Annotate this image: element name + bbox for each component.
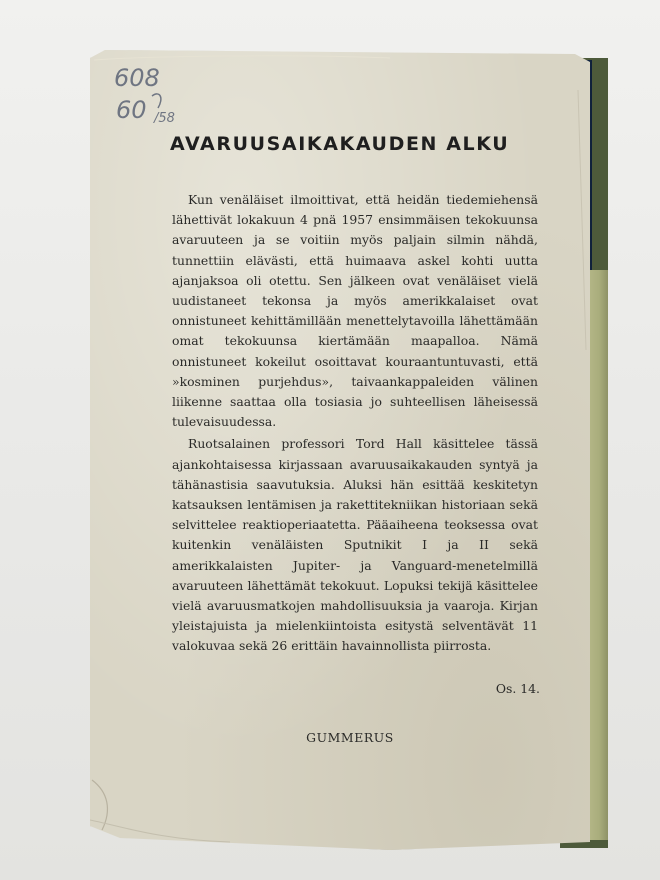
series-number: Os. 14.: [495, 681, 540, 696]
pencil-note-line-3: /58: [154, 111, 175, 126]
pencil-note: [112, 60, 222, 134]
publisher-name: GUMMERUS: [306, 730, 394, 745]
blurb-paragraph-1: Kun venäläiset ilmoittivat, että heidän tiedemiehensä lähettivät lokakuun 4 pnä 1957 ensimmäisen tekokuunsa avaruuteen ja se voitiin myös paljain silmin nähdä, tunnettiin elävästi, että huimaava askel kohti uutta ajanjaksoa oli otettu. Sen jälkeen ovat venäläiset vielä uudistaneet tekonsa ja myös amerikkalaiset ovat onnistuneet kehittämillään menettelytavoilla lähettämään omat tekokuunsa kiertämään maapalloa. Nämä onnistuneet kokeilut osoittavat kouraantuntuvasti, että »kosminen purjehdus», taivaankappaleiden välinen liikenne saattaa olla tosiasia jo suhteellisen läheisessä tulevaisuudessa.: [172, 192, 538, 430]
book-title: AVARUUSAIKAKAUDEN ALKU: [170, 133, 510, 155]
pencil-note-line-2: 60: [116, 96, 147, 124]
pencil-note-line-1: 608: [114, 64, 160, 92]
blurb-text: [172, 190, 538, 657]
blurb-paragraph-2: Ruotsalainen professori Tord Hall käsittelee tässä ajankohtaisessa kirjassaan avaruusaikakauden syntyä ja tähänastisia saavutuksia. Aluksi hän esittää keskitetyn katsauksen lentämisen ja rakettitekniikan historiaan sekä selvittelee reaktioperiaatetta. Pääaiheena teoksessa ovat kuitenkin venäläisten Sputnikit I ja II sekä amerikkalaisten Jupiter- ja Vanguard-menetelmillä avaruuteen lähettämät tekokuut. Lopuksi tekijä käsittelee vielä avaruusmatkojen mahdollisuuksia ja vaaroja. Kirjan yleistajuista ja mielenkiintoista esitystä selventävät 11 valokuvaa sekä 26 erittäin havainnollista piirrosta.: [172, 436, 538, 654]
